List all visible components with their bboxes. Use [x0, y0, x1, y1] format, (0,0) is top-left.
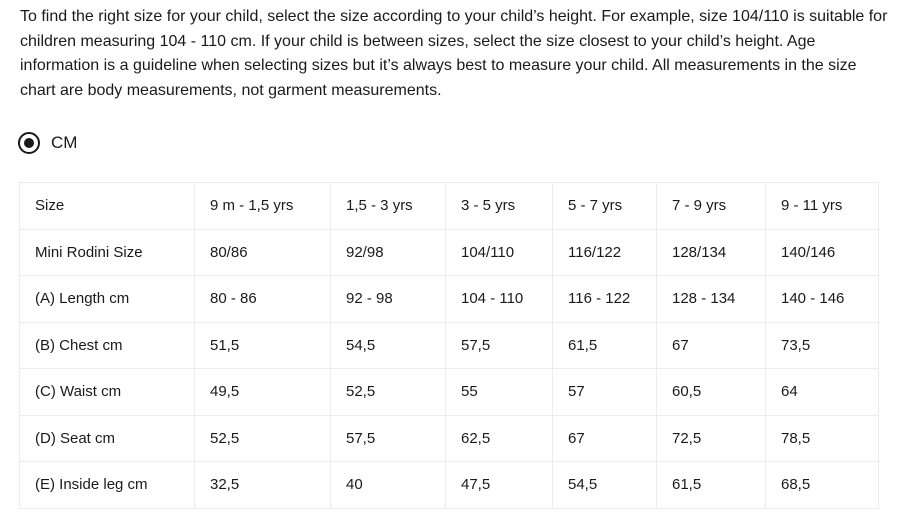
table-row: [20, 229, 879, 276]
table-cell: 61,5: [657, 462, 766, 509]
table-cell: 67: [657, 322, 766, 369]
row-label: Mini Rodini Size: [20, 229, 195, 276]
table-cell: 57,5: [446, 322, 553, 369]
table-cell: 47,5: [446, 462, 553, 509]
table-cell: 116 - 122: [553, 276, 657, 323]
table-cell: 32,5: [195, 462, 331, 509]
table-cell: 64: [766, 369, 879, 416]
row-label: (C) Waist cm: [20, 369, 195, 416]
unit-label: CM: [51, 133, 78, 152]
table-cell: 57,5: [331, 415, 446, 462]
size-guide-intro: To find the right size for your child, select the size according to your child’s height. For example, size 104/110 is suitable for children measuring 104 - 110 cm. If your child is between sizes, select the size closest to your child’s height. Age information is a guideline when selecting sizes but it’s always best to measure your child. All measurements in the size chart are body measurements, not garment measurements.: [20, 8, 888, 99]
table-cell: 140/146: [766, 229, 879, 276]
table-cell: 73,5: [766, 322, 879, 369]
row-label: (D) Seat cm: [20, 415, 195, 462]
table-cell: 104 - 110: [446, 276, 553, 323]
row-label: (E) Inside leg cm: [20, 462, 195, 509]
table-cell: 61,5: [553, 322, 657, 369]
table-cell: 116/122: [553, 229, 657, 276]
table-cell: 9 m - 1,5 yrs: [195, 183, 331, 230]
table-row: [20, 276, 879, 323]
table-row: [20, 183, 879, 230]
radio-selected-icon[interactable]: [18, 132, 40, 154]
table-cell: 5 - 7 yrs: [553, 183, 657, 230]
table-row: [20, 462, 879, 509]
table-cell: 78,5: [766, 415, 879, 462]
table-cell: 92 - 98: [331, 276, 446, 323]
table-cell: 62,5: [446, 415, 553, 462]
row-label: Size: [20, 183, 195, 230]
table-cell: 80 - 86: [195, 276, 331, 323]
row-label: (A) Length cm: [20, 276, 195, 323]
table-cell: 7 - 9 yrs: [657, 183, 766, 230]
table-cell: 9 - 11 yrs: [766, 183, 879, 230]
unit-radio-cm[interactable]: [18, 129, 77, 157]
table-cell: 52,5: [331, 369, 446, 416]
table-cell: 72,5: [657, 415, 766, 462]
radio-dot-icon: [24, 138, 34, 148]
size-chart-body: [20, 183, 879, 509]
table-cell: 60,5: [657, 369, 766, 416]
table-cell: 54,5: [553, 462, 657, 509]
table-cell: 128/134: [657, 229, 766, 276]
table-cell: 1,5 - 3 yrs: [331, 183, 446, 230]
table-row: [20, 369, 879, 416]
row-label: (B) Chest cm: [20, 322, 195, 369]
table-cell: 80/86: [195, 229, 331, 276]
table-cell: 51,5: [195, 322, 331, 369]
table-cell: 67: [553, 415, 657, 462]
table-row: [20, 322, 879, 369]
table-cell: 140 - 146: [766, 276, 879, 323]
table-cell: 128 - 134: [657, 276, 766, 323]
table-cell: 49,5: [195, 369, 331, 416]
table-cell: 54,5: [331, 322, 446, 369]
table-cell: 104/110: [446, 229, 553, 276]
table-cell: 68,5: [766, 462, 879, 509]
table-cell: 92/98: [331, 229, 446, 276]
table-cell: 40: [331, 462, 446, 509]
size-chart-table: [19, 182, 879, 509]
table-cell: 57: [553, 369, 657, 416]
table-row: [20, 415, 879, 462]
table-cell: 55: [446, 369, 553, 416]
table-cell: 52,5: [195, 415, 331, 462]
table-cell: 3 - 5 yrs: [446, 183, 553, 230]
